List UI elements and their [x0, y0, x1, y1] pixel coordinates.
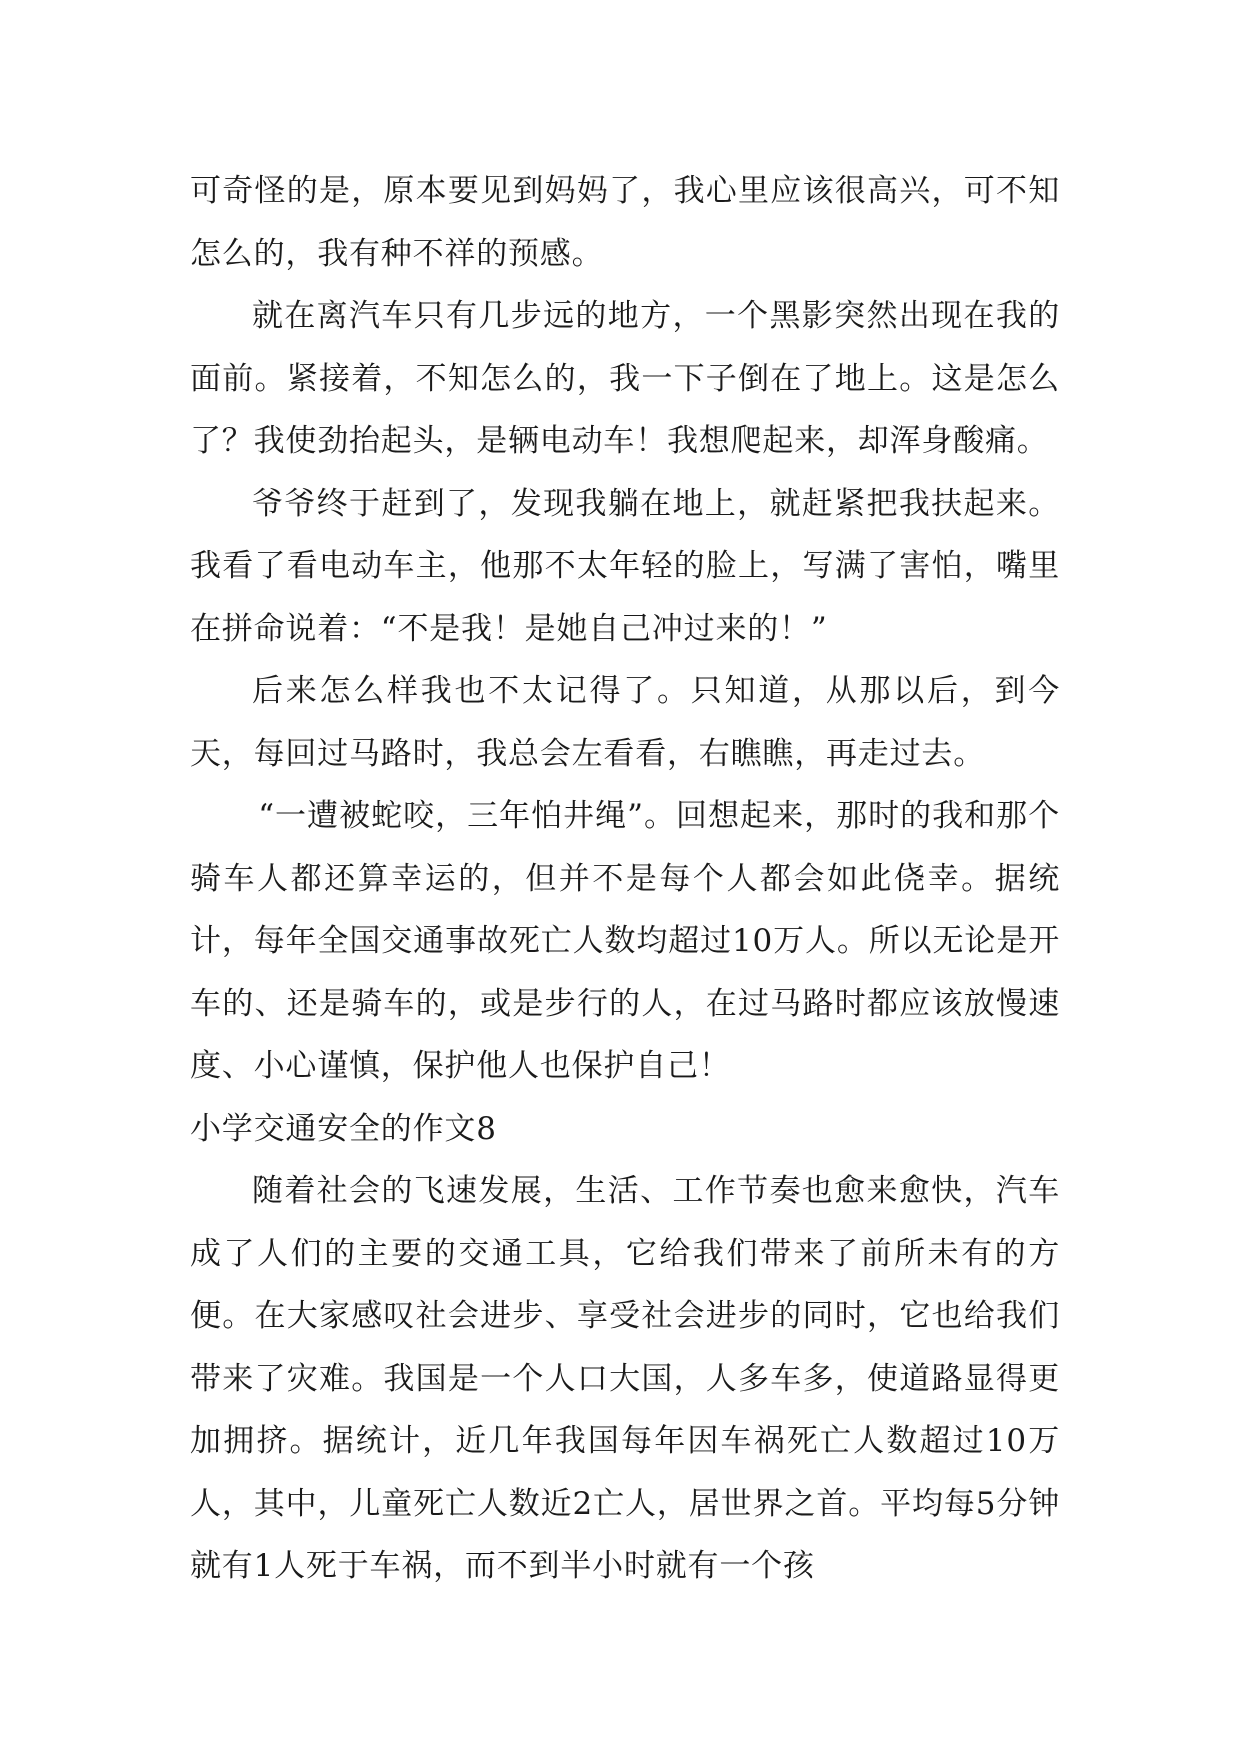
section-title: 小学交通安全的作文8: [190, 1110, 497, 1147]
document-body: [190, 160, 1060, 1598]
section-paragraph-1: 随着社会的飞速发展，生活、工作节奏也愈来愈快，汽车成了人们的主要的交通工具，它给我们带来了前所未有的方便。在大家感叹社会进步、享受社会进步的同时，它也给我们带来了灾难。我国是一个人口大国，人多车多，使道路显得更加拥挤。据统计，近几年我国每年因车祸死亡人数超过10万人，其中，儿童死亡人数近2亡人，居世界之首。平均每5分钟就有1人死于车祸，而不到半小时就有一个孩: [190, 1173, 1060, 1584]
paragraph-4: 后来怎么样我也不太记得了。只知道，从那以后，到今天，每回过马路时，我总会左看看，右瞧瞧，再走过去。: [190, 673, 1060, 772]
paragraph-5: “一遭被蛇咬，三年怕井绳”。回想起来，那时的我和那个骑车人都还算幸运的，但并不是每个人都会如此侥幸。据统计，每年全国交通事故死亡人数均超过10万人。所以无论是开车的、还是骑车的，或是步行的人，在过马路时都应该放慢速度、小心谨慎，保护他人也保护自己！: [190, 798, 1060, 1084]
paragraph-2: 就在离汽车只有几步远的地方，一个黑影突然出现在我的面前。紧接着，不知怎么的，我一下子倒在了地上。这是怎么了？我使劲抬起头，是辆电动车！我想爬起来，却浑身酸痛。: [190, 298, 1060, 459]
paragraph-3: 爷爷终于赶到了，发现我躺在地上，就赶紧把我扶起来。我看了看电动车主，他那不太年轻的脸上，写满了害怕，嘴里在拼命说着：“不是我！是她自己冲过来的！”: [190, 485, 1060, 647]
paragraph-1: 可奇怪的是，原本要见到妈妈了，我心里应该很高兴，可不知怎么的，我有种不祥的预感。: [190, 173, 1060, 272]
